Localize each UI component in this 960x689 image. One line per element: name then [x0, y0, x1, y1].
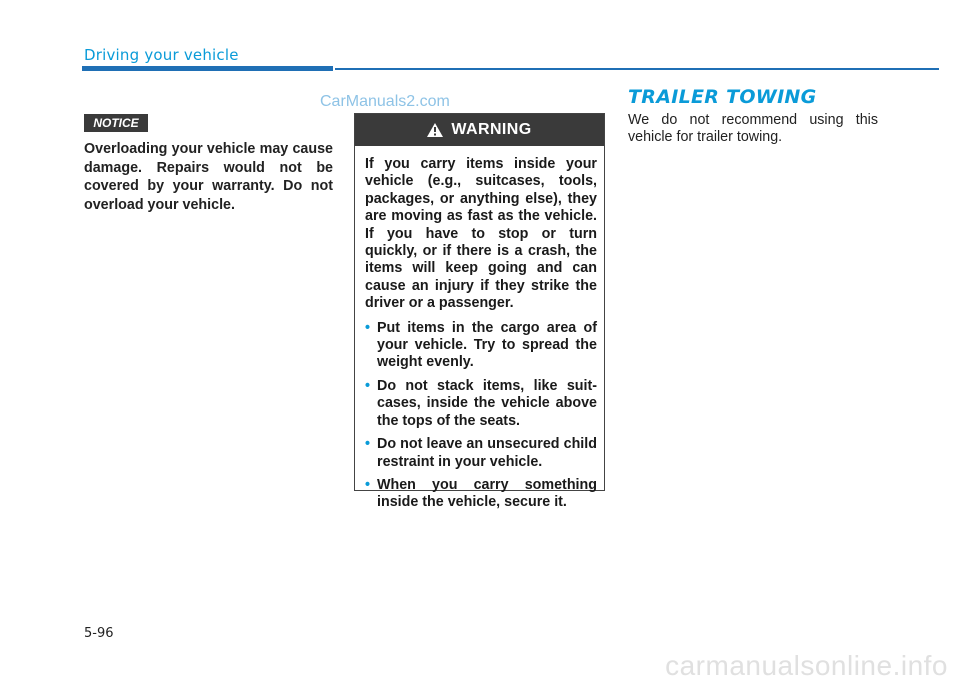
- page-number: 5-96: [84, 626, 114, 641]
- bullet-text: Do not leave an unsecured child restraint in your vehicle.: [377, 436, 597, 470]
- warning-body: [355, 146, 604, 512]
- warning-intro: If you carry items inside your vehicle (e.g., suitcases, tools, packages, or anything else), they are moving as fast as the vehicle. If you have to stop or turn quickly, or if there is a crash, the items will keep going and can cause an injury if they strike the driver or a passenger.: [365, 156, 597, 312]
- notice-text: Overloading your vehicle may cause damage. Repairs would not be covered by your warranty. Do not overload your vehicle.: [84, 141, 333, 213]
- warning-title: WARNING: [451, 121, 532, 138]
- watermark-top: CarManuals2.com: [320, 93, 450, 110]
- warning-box: [354, 113, 605, 511]
- warning-bullet-item: [365, 436, 597, 471]
- bullet-text: Put items in the cargo area of your vehicle. Try to spread the weight evenly.: [377, 319, 597, 371]
- bullet-dot: •: [365, 377, 371, 394]
- section-text-trailer-towing: We do not recommend using this vehicle for trailer towing.: [628, 112, 878, 145]
- warning-bullet-list: [365, 320, 597, 512]
- notice-badge: NOTICE: [84, 114, 148, 132]
- bullet-dot: •: [365, 436, 371, 453]
- warning-header: [355, 114, 604, 146]
- warning-triangle-icon: [427, 123, 443, 137]
- watermark-bottom: carmanualsonline.info: [665, 650, 948, 681]
- bullet-dot: •: [365, 319, 371, 336]
- warning-bullet-item: [365, 378, 597, 430]
- warning-bullet-item: [365, 477, 597, 512]
- bullet-text: Do not stack items, like suit-cases, inside the vehicle above the tops of the seats.: [377, 377, 597, 429]
- section-title-trailer-towing: TRAILER TOWING: [628, 86, 817, 108]
- bullet-text: When you carry something inside the vehicle, secure it.: [377, 476, 597, 511]
- header-rule-thick: [82, 66, 333, 71]
- warning-bullet-item: [365, 320, 597, 372]
- bullet-dot: •: [365, 476, 371, 493]
- header-rule-thin: [335, 68, 939, 70]
- chapter-title: Driving your vehicle: [84, 46, 239, 64]
